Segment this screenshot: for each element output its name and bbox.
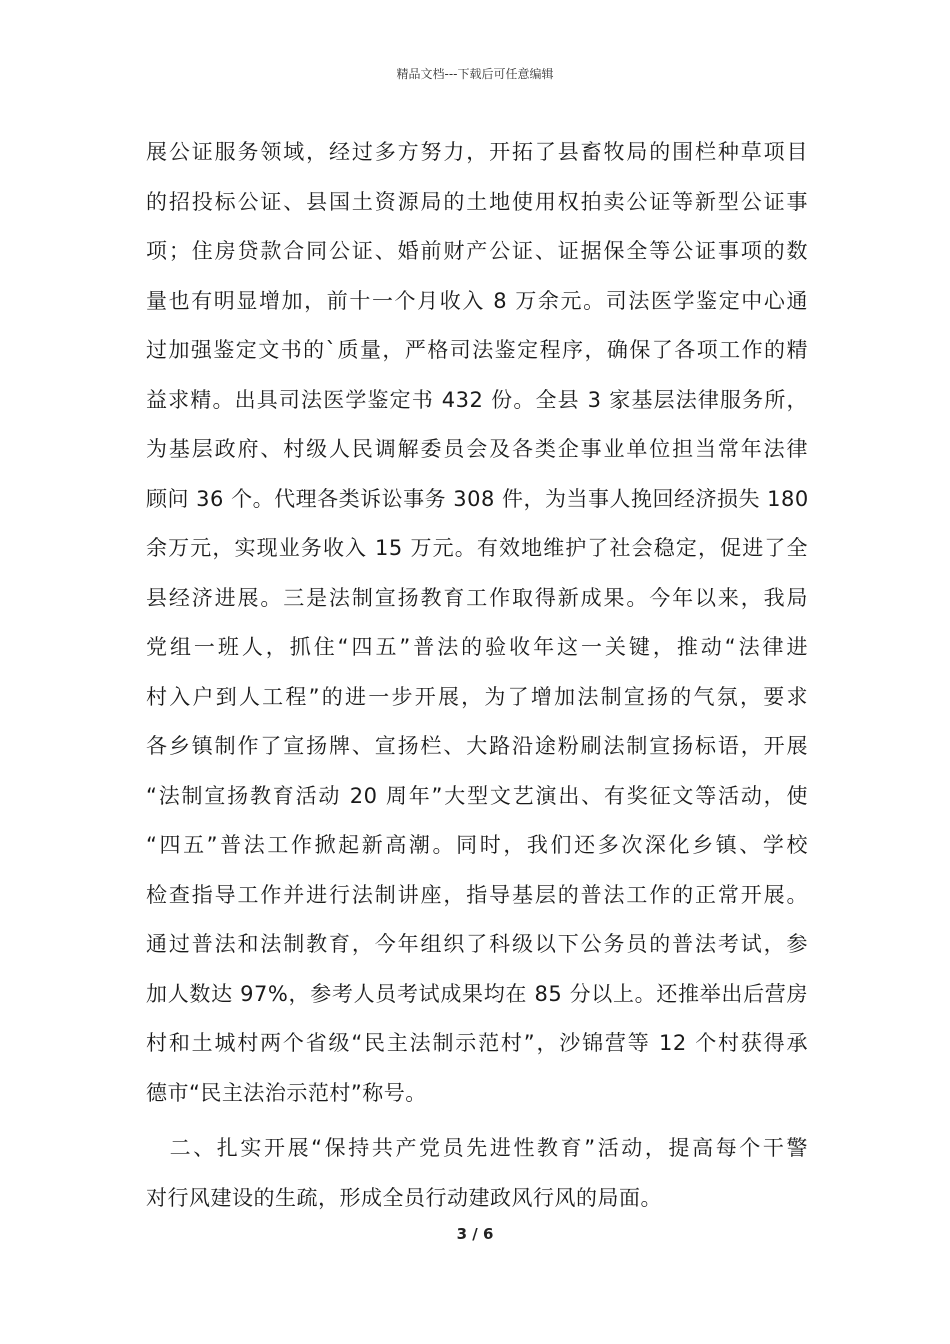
text-line: 各乡镇制作了宣扬牌、宣扬栏、大路沿途粉刷法制宣扬标语，开展 bbox=[146, 734, 808, 758]
text-line: 展公证服务领域，经过多方努力，开拓了县畜牧局的围栏种草项目 bbox=[146, 140, 808, 164]
text-line: 县经济进展。三是法制宣扬教育工作取得新成果。今年以来，我局 bbox=[146, 585, 808, 610]
text-line: “四五”普法工作掀起新高潮。同时，我们还多次深化乡镇、学校 bbox=[146, 833, 808, 857]
text-line: 顾问 36 个。代理各类诉讼事务 308 件，为当事人挽回经济损失 180 bbox=[146, 486, 809, 511]
text-line: “法制宣扬教育活动 20 周年”大型文艺演出、有奖征文等活动，使 bbox=[146, 783, 808, 808]
paragraph-2 bbox=[146, 1124, 808, 1223]
paragraph-1 bbox=[146, 128, 808, 1118]
text-line: 量也有明显增加，前十一个月收入 8 万余元。司法医学鉴定中心通 bbox=[146, 288, 808, 313]
text-line: 益求精。出具司法医学鉴定书 432 份。全县 3 家基层法律服务所， bbox=[146, 387, 808, 412]
page-header: 精品文档---下载后可任意编辑 bbox=[396, 67, 554, 81]
text-line: 项；住房贷款合同公证、婚前财产公证、证据保全等公证事项的数 bbox=[146, 239, 808, 263]
text-line: 通过普法和法制教育，今年组织了科级以下公务员的普法考试，参 bbox=[146, 932, 808, 956]
text-line: 加人数达 97%，参考人员考试成果均在 85 分以上。还推举出后营房 bbox=[146, 981, 808, 1006]
text-line: 对行风建设的生疏，形成全员行动建政风行风的局面。 bbox=[146, 1185, 662, 1210]
document-body bbox=[146, 128, 808, 1223]
text-line: 过加强鉴定文书的`质量，严格司法鉴定程序，确保了各项工作的精 bbox=[146, 338, 808, 362]
text-line: 的招投标公证、县国土资源局的土地使用权拍卖公证等新型公证事 bbox=[146, 189, 808, 214]
text-line: 村和土城村两个省级“民主法制示范村”，沙锦营等 12 个村获得承 bbox=[146, 1031, 808, 1055]
page-number: 3 / 6 bbox=[456, 1225, 494, 1243]
text-line: 村入户到人工程”的进一步开展，为了增加法制宣扬的气氛，要求 bbox=[146, 684, 808, 709]
text-line: 党组一班人，抓住“四五”普法的验收年这一关键，推动“法律进 bbox=[146, 635, 808, 659]
text-line: 为基层政府、村级人民调解委员会及各类企事业单位担当常年法律 bbox=[146, 437, 808, 461]
text-line: 二、扎实开展“保持共产党员先进性教育”活动，提高每个干警 bbox=[146, 1136, 808, 1160]
text-line: 余万元，实现业务收入 15 万元。有效地维护了社会稳定，促进了全 bbox=[146, 536, 808, 560]
text-line: 检查指导工作并进行法制讲座，指导基层的普法工作的正常开展。 bbox=[146, 882, 808, 907]
text-line: 德市“民主法治示范村”称号。 bbox=[146, 1080, 427, 1105]
